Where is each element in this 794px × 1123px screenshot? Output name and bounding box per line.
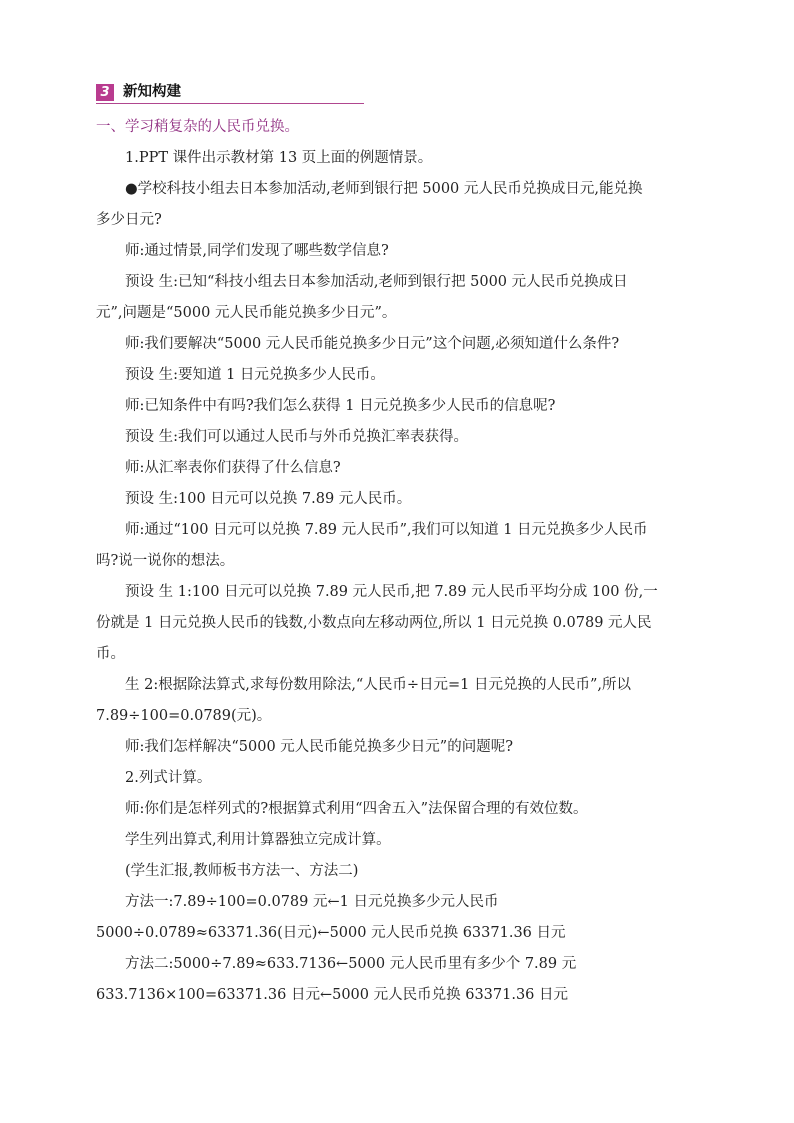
- text-line: 师:通过“100 日元可以兑换 7.89 元人民币”,我们可以知道 1 日元兑换多少人民币: [125, 522, 648, 538]
- text-line: 元”,问题是“5000 元人民币能兑换多少日元”。: [96, 305, 397, 321]
- text-line: 方法二:5000÷7.89≈633.7136←5000 元人民币里有多少个 7.89 元: [125, 956, 577, 972]
- text-line: 预设 生 1:100 日元可以兑换 7.89 元人民币,把 7.89 元人民币平均分成 100 份,一: [125, 584, 658, 600]
- text-line: 师:你们是怎样列式的?根据算式利用“四舍五入”法保留合理的有效位数。: [125, 801, 588, 817]
- text-line: (学生汇报,教师板书方法一、方法二): [125, 863, 359, 879]
- text-line: 2.列式计算。: [125, 770, 212, 786]
- text-line: 生 2:根据除法算式,求每份数用除法,“人民币÷日元=1 日元兑换的人民币”,所以: [125, 677, 632, 693]
- text-line: 预设 生:已知“科技小组去日本参加活动,老师到银行把 5000 元人民币兑换成日: [125, 274, 628, 290]
- text-line: 师:从汇率表你们获得了什么信息?: [125, 460, 341, 476]
- text-line: 学生列出算式,利用计算器独立完成计算。: [125, 832, 391, 848]
- section-title: 新知构建: [123, 84, 181, 100]
- section-number-badge: 3: [96, 84, 114, 101]
- lesson-body: [96, 112, 700, 1011]
- text-line: 师:已知条件中有吗?我们怎么获得 1 日元兑换多少人民币的信息呢?: [125, 398, 556, 414]
- text-line: 师:我们怎样解决“5000 元人民币能兑换多少日元”的问题呢?: [125, 739, 513, 755]
- text-line: 多少日元?: [96, 212, 162, 228]
- text-line: 预设 生:要知道 1 日元兑换多少人民币。: [125, 367, 385, 383]
- text-line: 1.PPT 课件出示教材第 13 页上面的例题情景。: [125, 150, 433, 166]
- text-line: 预设 生:100 日元可以兑换 7.89 元人民币。: [125, 491, 412, 507]
- section-header: [96, 84, 364, 104]
- text-line: 份就是 1 日元兑换人民币的钱数,小数点向左移动两位,所以 1 日元兑换 0.0789 元人民: [96, 615, 652, 631]
- text-line: 币。: [96, 646, 125, 662]
- subsection-heading: 一、学习稍复杂的人民币兑换。: [96, 119, 299, 135]
- text-line: 师:通过情景,同学们发现了哪些数学信息?: [125, 243, 389, 259]
- text-line: 预设 生:我们可以通过人民币与外币兑换汇率表获得。: [125, 429, 468, 445]
- text-line: 5000÷0.0789≈63371.36(日元)←5000 元人民币兑换 63371.36 日元: [96, 925, 566, 941]
- text-line: ●学校科技小组去日本参加活动,老师到银行把 5000 元人民币兑换成日元,能兑换: [125, 181, 643, 197]
- text-line: 吗?说一说你的想法。: [96, 553, 235, 569]
- text-line: 方法一:7.89÷100=0.0789 元←1 日元兑换多少元人民币: [125, 894, 499, 910]
- text-line: 7.89÷100=0.0789(元)。: [96, 708, 272, 724]
- text-line: 师:我们要解决“5000 元人民币能兑换多少日元”这个问题,必须知道什么条件?: [125, 336, 620, 352]
- text-line: 633.7136×100=63371.36 日元←5000 元人民币兑换 63371.36 日元: [96, 987, 569, 1003]
